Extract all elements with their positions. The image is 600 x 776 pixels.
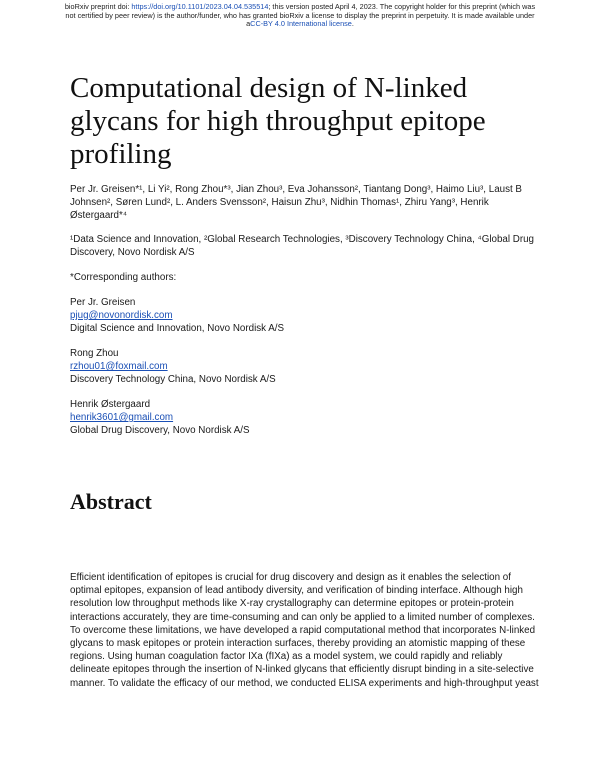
paper-title: Computational design of N-linked glycans for high throughput epitope profiling xyxy=(70,72,486,170)
contact-block xyxy=(70,296,540,335)
corresponding-label: *Corresponding authors: xyxy=(70,272,177,283)
notice-suffix: . xyxy=(351,19,354,29)
contact-email[interactable]: rzhou01@foxmail.com xyxy=(70,361,168,372)
doi-link[interactable]: https://doi.org/10.1101/2023.04.04.535514 xyxy=(131,2,269,11)
contact-block xyxy=(70,347,540,386)
contact-name: Rong Zhou xyxy=(70,348,119,359)
author-list: Per Jr. Greisen*¹, Li Yi², Rong Zhou*³, Jian Zhou³, Eva Johansson², Tiantang Dong³, Haimo Liu³, Laust B Johnsen², Søren Lund², L. Anders Svensson², Haisun Zhu³, Nidhin Thomas¹, Zhiru Yang³, Henrik Østergaard*⁴ xyxy=(70,184,522,221)
contact-affiliation: Digital Science and Innovation, Novo Nordisk A/S xyxy=(70,323,285,334)
notice-middle: ; this version posted April 4, 2023. The copyright holder for this preprint (which was not certified by peer review) is the author/funder, who has granted bioRxiv a license to display the preprint in perpetuity. It is made available under a xyxy=(65,2,536,29)
contact-email[interactable]: pjug@novonordisk.com xyxy=(70,310,173,321)
license-link[interactable]: CC-BY 4.0 International license xyxy=(250,19,352,29)
notice-prefix: bioRxiv preprint doi: xyxy=(64,2,132,11)
contact-name: Per Jr. Greisen xyxy=(70,297,136,308)
abstract-body xyxy=(70,571,540,690)
affiliations: ¹Data Science and Innovation, ²Global Research Technologies, ³Discovery Technology China, ⁴Global Drug Discovery, Novo Nordisk A/S xyxy=(70,234,535,258)
contact-email[interactable]: henrik3601@gmail.com xyxy=(70,412,174,423)
abstract-paragraph: Efficient identification of epitopes is crucial for drug discovery and design as it enables the selection of optimal epitopes, expansion of lead antibody diversity, and verification of binding interface. Although high resolution low throughput methods like X-ray crystallography can determine epitopes or protein-protein interactions accurately, they are time-consuming and can only be applied to a limited number of complexes. To overcome these limitations, we have developed a rapid computational method that incorporates N-linked glycans to mask epitopes or protein interaction surfaces, thereby providing an atomistic mapping of these regions. Using human coagulation factor IXa (fIXa) as a model system, we could rapidly and reliably delineate epitopes through the insertion of N-linked glycans that efficiently disrupt binding in a site-selective manner. To validate the efficacy of our method, we conducted ELISA experiments and high-throughput yeast xyxy=(70,572,539,689)
contact-block xyxy=(70,398,540,437)
preprint-notice xyxy=(60,3,540,29)
contact-name: Henrik Østergaard xyxy=(70,399,151,410)
contact-affiliation: Discovery Technology China, Novo Nordisk A/S xyxy=(70,374,276,385)
contact-affiliation: Global Drug Discovery, Novo Nordisk A/S xyxy=(70,425,250,436)
abstract-heading: Abstract xyxy=(70,489,152,514)
